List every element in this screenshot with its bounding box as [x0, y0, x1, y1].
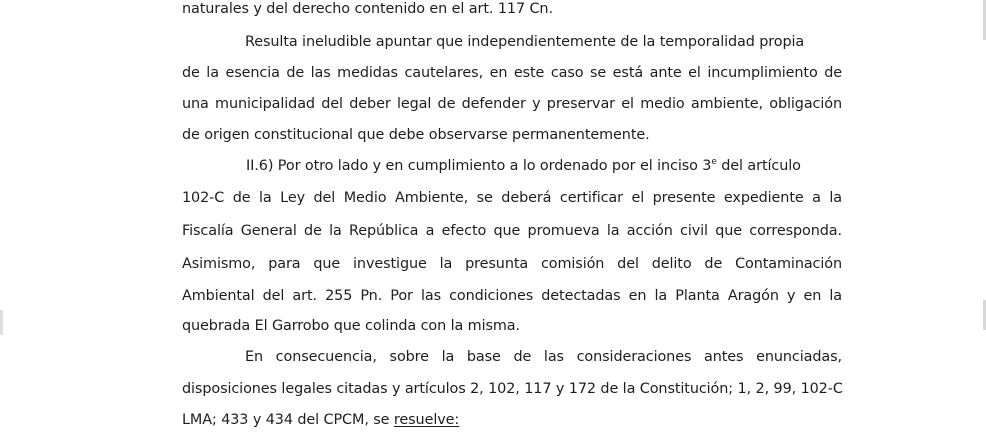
paragraph-line: Resulta ineludible apuntar que independientemente de la temporalidad propia — [245, 34, 805, 50]
paragraph-line: Asimismo, para que investigue la presunta comisión del delito de Contaminación — [182, 256, 842, 272]
paragraph-line — [246, 157, 842, 175]
paragraph-line — [182, 411, 842, 429]
paragraph-line: En consecuencia, sobre la base de las consideraciones antes enunciadas, — [245, 349, 842, 365]
resolve-heading: resuelve: — [393, 412, 460, 428]
scan-edge-shadow — [0, 310, 3, 335]
superscript: e — [711, 157, 717, 167]
paragraph-line: de la esencia de las medidas cautelares, en este caso se está ante el incumplimiento de — [182, 65, 842, 81]
paragraph-line: una municipalidad del deber legal de defender y preservar el medio ambiente, obligación — [182, 96, 842, 112]
paragraph-text: del artículo — [716, 158, 801, 174]
paragraph-line: disposiciones legales citadas y artículos 2, 102, 117 y 172 de la Constitución; 1, 2, 99, 102-C — [182, 381, 843, 397]
paragraph-line: 102-C de la Ley del Medio Ambiente, se deberá certificar el presente expediente a la — [182, 190, 842, 206]
paragraph-line: de origen constitucional que debe observarse permanentemente. — [182, 127, 650, 143]
paragraph-line: quebrada El Garrobo que colinda con la misma. — [182, 318, 520, 334]
paragraph-text: LMA; 433 y 434 del CPCM, se — [182, 412, 394, 428]
paragraph-line: Ambiental del art. 255 Pn. Por las condiciones detectadas en la Planta Aragón y en la — [182, 288, 842, 304]
paragraph-text: II.6) Por otro lado y en cumplimiento a lo ordenado por el inciso 3 — [246, 158, 712, 174]
paragraph-line: Fiscalía General de la República a efecto que promueva la acción civil que corresponda. — [182, 223, 842, 239]
paragraph-line: naturales y del derecho contenido en el art. 117 Cn. — [182, 1, 553, 17]
